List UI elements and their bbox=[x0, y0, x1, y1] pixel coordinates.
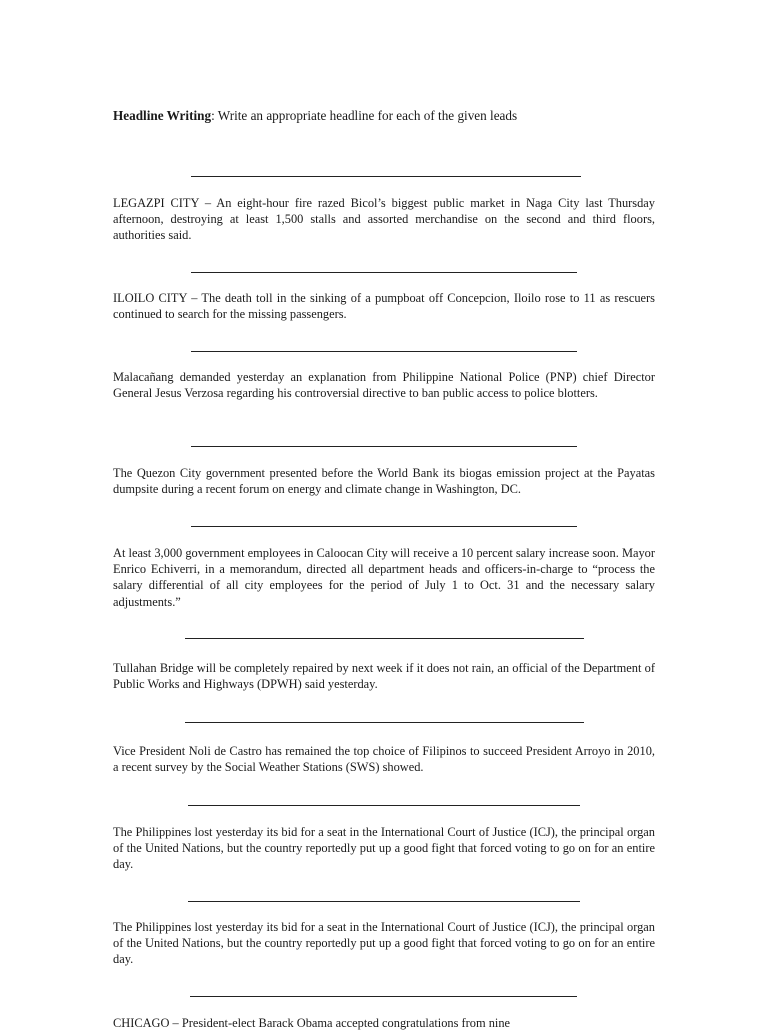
lead-paragraph-8: The Philippines lost yesterday its bid for a seat in the International Court of Justice (ICJ), the principal organ of the United Nations, but the country reportedly put up a good fight that forced voting to go on for an entire day. bbox=[113, 825, 655, 872]
instruction-title: Headline Writing bbox=[113, 108, 212, 123]
headline-blank-10[interactable] bbox=[190, 996, 577, 997]
lead-paragraph-7: Vice President Noli de Castro has remained the top choice of Filipinos to succeed President Arroyo in 2010, a recent survey by the Social Weather Stations (SWS) showed. bbox=[113, 744, 655, 775]
lead-paragraph-10: CHICAGO – President-elect Barack Obama accepted congratulations from nine bbox=[113, 1016, 511, 1030]
headline-blank-3[interactable] bbox=[191, 351, 577, 352]
instruction-text: : Write an appropriate headline for each of the given leads bbox=[211, 108, 518, 123]
lead-paragraph-5: At least 3,000 government employees in Caloocan City will receive a 10 percent salary increase soon. Mayor Enrico Echiverri, in a memorandum, directed all department heads and officers-in-charge to “process the salary differential of all city employees for the period of July 1 to Oct. 31 and the necessary salary adjustments.” bbox=[113, 546, 655, 609]
lead-paragraph-9: The Philippines lost yesterday its bid for a seat in the International Court of Justice (ICJ), the principal organ of the United Nations, but the country reportedly put up a good fight that forced voting to go on for an entire day. bbox=[113, 920, 655, 967]
headline-blank-9[interactable] bbox=[188, 901, 580, 902]
lead-paragraph-3: Malacañang demanded yesterday an explanation from Philippine National Police (PNP) chief Director General Jesus Verzosa regarding his controversial directive to ban public access to police blotters. bbox=[113, 370, 655, 401]
headline-blank-5[interactable] bbox=[191, 526, 577, 527]
lead-paragraph-2: ILOILO CITY – The death toll in the sinking of a pumpboat off Concepcion, Iloilo rose to 11 as rescuers continued to search for the missing passengers. bbox=[113, 291, 655, 322]
headline-blank-2[interactable] bbox=[191, 272, 577, 273]
headline-blank-4[interactable] bbox=[191, 446, 577, 447]
lead-paragraph-4: The Quezon City government presented before the World Bank its biogas emission project at the Payatas dumpsite during a recent forum on energy and climate change in Washington, DC. bbox=[113, 466, 655, 497]
lead-paragraph-6: Tullahan Bridge will be completely repaired by next week if it does not rain, an official of the Department of Public Works and Highways (DPWH) said yesterday. bbox=[113, 661, 655, 692]
headline-blank-6[interactable] bbox=[185, 638, 584, 639]
headline-blank-8[interactable] bbox=[188, 805, 580, 806]
headline-blank-1[interactable] bbox=[191, 176, 581, 177]
instruction-heading bbox=[113, 108, 517, 124]
headline-blank-7[interactable] bbox=[185, 722, 584, 723]
lead-paragraph-1: LEGAZPI CITY – An eight-hour fire razed Bicol’s biggest public market in Naga City last Thursday afternoon, destroying at least 1,500 stalls and assorted merchandise on the second and third floors, authorities said. bbox=[113, 196, 655, 243]
